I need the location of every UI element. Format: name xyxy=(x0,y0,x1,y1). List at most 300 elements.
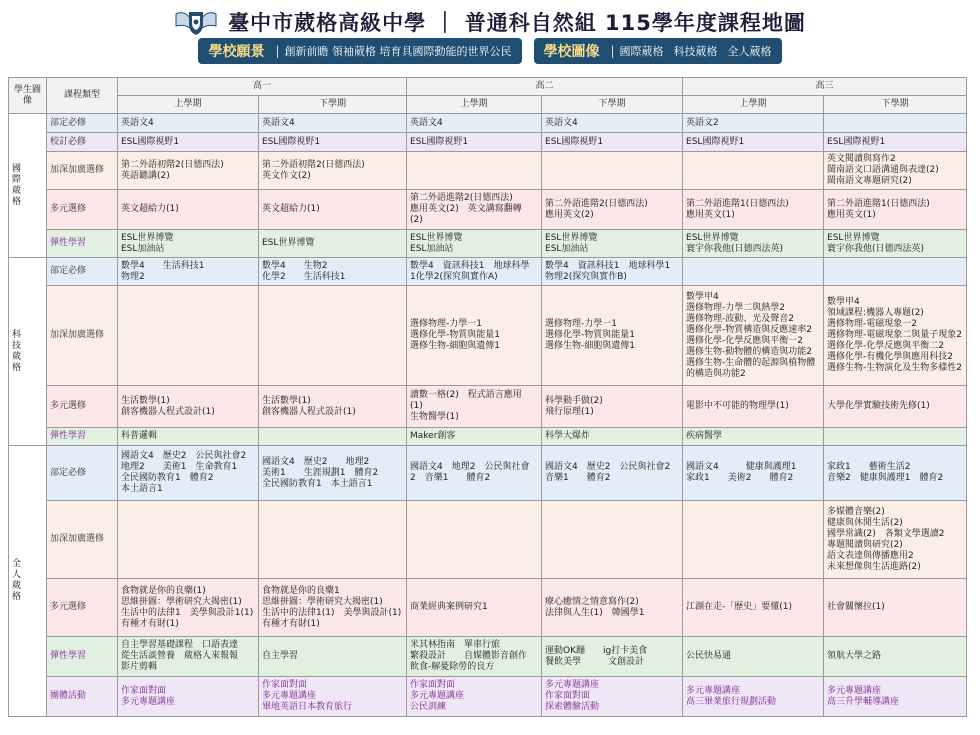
course-cell xyxy=(259,386,407,428)
course-line: 選修化學-有機化學與應用科技2 xyxy=(827,352,954,362)
course-cell xyxy=(407,677,542,717)
course-cell xyxy=(118,133,259,152)
course-line: 多元專題講座 xyxy=(262,691,317,701)
course-line: ESL加油站 xyxy=(410,243,454,254)
page-title: 臺中市葳格高級中學 ｜ 普通科自然組 115學年度課程地圖 xyxy=(228,11,806,35)
course-line: 數學甲4 xyxy=(686,291,719,302)
course-line: (2) xyxy=(410,215,423,225)
course-type-label: 彈性學習 xyxy=(47,637,118,677)
course-line: 選修化學-化學反應與平衡二2 xyxy=(827,341,945,351)
course-line: 選修生物-生物演化及生物多樣性2 xyxy=(827,363,963,373)
course-line: ESL國際視野1 xyxy=(827,136,886,147)
group-char: 格 xyxy=(12,196,22,207)
badge-row xyxy=(0,38,980,64)
course-line: 作家面對面 xyxy=(545,691,591,701)
course-cell xyxy=(542,258,683,286)
course-line: ESL世界博覽 xyxy=(410,232,463,243)
course-line: 飲食-解憂除勞的良方 xyxy=(410,662,495,672)
course-line: ESL加油站 xyxy=(121,243,165,254)
course-line: 第二外語進階2(日德西法) xyxy=(545,198,648,209)
course-line: 商業經典案例研究1 xyxy=(410,602,488,612)
group-char: 格 xyxy=(12,362,22,373)
course-line: 讀數一格(2) 程式語言應用 xyxy=(410,390,522,400)
course-line: 的構造與功能2 xyxy=(686,368,746,379)
course-line: ESL加油站 xyxy=(545,243,589,254)
page-header xyxy=(0,0,980,72)
course-cell xyxy=(407,114,542,133)
grade-header: 高一 xyxy=(118,78,407,96)
course-cell xyxy=(407,386,542,428)
course-line: 電影中不可能的物理學(1) xyxy=(686,401,789,411)
course-line: 科學大爆炸 xyxy=(545,431,591,441)
course-cell xyxy=(683,133,824,152)
course-cell xyxy=(824,258,967,286)
course-row xyxy=(9,152,967,190)
student-portrait-group xyxy=(9,114,47,258)
course-line: 社會關懷拉(1) xyxy=(827,602,885,612)
grade-header: 高二 xyxy=(407,78,683,96)
course-line: 食物就是你的良藥(1) xyxy=(121,585,206,596)
course-cell xyxy=(259,446,407,501)
course-cell xyxy=(542,152,683,190)
course-line: 影片剪輯 xyxy=(121,662,158,672)
course-line: 選修物理-力學一1 xyxy=(410,319,482,329)
course-line: 第二外語初階2(日德西法) xyxy=(121,159,224,170)
course-cell xyxy=(683,428,824,446)
course-type-label: 校訂必修 xyxy=(47,133,118,152)
course-cell xyxy=(542,386,683,428)
vision-label: 學校願景 xyxy=(208,44,265,60)
course-line: 英文作文(2) xyxy=(262,170,311,181)
course-line: 多元專題講座 xyxy=(827,685,882,696)
course-line: ESL國際視野1 xyxy=(686,136,745,147)
course-cell xyxy=(259,637,407,677)
course-type-header: 課程類型 xyxy=(47,78,118,114)
course-line: 全民國防教育1 本土語言1 xyxy=(262,478,373,489)
course-line: (1) xyxy=(410,401,423,411)
course-line: 自主學習基礎課程 口語表達 xyxy=(121,640,239,650)
course-line: ESL國際視野1 xyxy=(410,136,469,147)
course-row xyxy=(9,258,967,286)
course-line: ESL世界博覽 xyxy=(827,232,880,243)
course-type-label: 多元選修 xyxy=(47,579,118,637)
course-cell xyxy=(542,446,683,501)
vision-divider: | xyxy=(275,44,280,58)
course-line: 公民快易通 xyxy=(686,651,732,661)
course-line: 第二外語初階2(日德西法) xyxy=(262,159,365,170)
course-line: 選修物理-力學二與熱學2 xyxy=(686,302,786,313)
semester-header: 下學期 xyxy=(824,96,967,114)
course-line: 選修生物-動物體的構造與功能2 xyxy=(686,346,813,357)
course-line: 物理2(探究與實作B) xyxy=(545,271,627,282)
course-line: 江湖在走-「歷史」要懂(1) xyxy=(686,602,793,612)
course-line: 英語文2 xyxy=(686,117,719,128)
course-cell xyxy=(542,286,683,386)
course-line: ESL國際視野1 xyxy=(121,136,180,147)
course-line: 語文表達與傳播應用2 xyxy=(827,550,914,561)
course-cell xyxy=(118,190,259,230)
course-type-label: 部定必修 xyxy=(47,446,118,501)
course-line: 公民訓練 xyxy=(410,702,447,712)
course-line: 專題閱讀與研究(2) xyxy=(827,539,903,550)
course-line: 餐飲美學 文創設計 xyxy=(545,656,645,667)
course-line: 英語文4 xyxy=(262,117,295,128)
course-line: 自主學習 xyxy=(262,651,299,661)
group-char: 葳 xyxy=(12,185,22,196)
course-row xyxy=(9,230,967,258)
portrait-item: 科技葳格 xyxy=(673,45,718,58)
course-line: 物理2 xyxy=(121,271,145,282)
course-line: 未來想像與生活進路(2) xyxy=(827,561,921,572)
course-cell xyxy=(118,114,259,133)
course-cell xyxy=(542,637,683,677)
course-type-label: 彈性學習 xyxy=(47,428,118,446)
course-line: 創客機器人程式設計(1) xyxy=(121,406,215,417)
course-cell xyxy=(542,501,683,579)
course-type-label: 加深加廣選修 xyxy=(47,286,118,386)
course-cell xyxy=(259,428,407,446)
course-line: 數學4 生活科技1 xyxy=(121,260,205,271)
school-crest-icon xyxy=(174,8,218,36)
group-char: 葳 xyxy=(12,581,22,591)
course-cell xyxy=(683,190,824,230)
course-line: 選修物理-波動、光及聲音2 xyxy=(686,313,795,324)
course-cell xyxy=(542,230,683,258)
portrait-item: 國際葳格 xyxy=(619,45,664,58)
course-cell xyxy=(407,637,542,677)
course-cell xyxy=(259,286,407,386)
course-line: ESL國際視野1 xyxy=(545,136,604,147)
portrait-label: 學校圖像 xyxy=(543,44,600,60)
course-line: 高三畢業旅行規劃活動 xyxy=(686,696,777,707)
semester-header: 上學期 xyxy=(118,96,259,114)
group-char: 全 xyxy=(12,559,22,569)
curriculum-table xyxy=(8,77,967,717)
course-cell xyxy=(683,501,824,579)
course-line: 1化學2(探究與實作A) xyxy=(410,271,498,282)
course-cell xyxy=(542,133,683,152)
group-char: 葳 xyxy=(12,351,22,362)
group-char: 格 xyxy=(12,592,22,602)
course-line: 第二外語進階1(日德西法) xyxy=(686,198,789,209)
course-line: 閩南語文專題研究(2) xyxy=(827,176,912,186)
course-line: 米其林指南 單車行旅 xyxy=(410,640,501,650)
course-line: 第二外語進階2(日德西法) xyxy=(410,193,513,203)
course-line: 選修生物-生命體的起源與植物體 xyxy=(686,357,816,368)
semester-header: 上學期 xyxy=(683,96,824,114)
course-row xyxy=(9,579,967,637)
course-row xyxy=(9,677,967,717)
course-line: 選修化學-物質與能量1 xyxy=(410,330,500,340)
course-type-label: 加深加廣選修 xyxy=(47,501,118,579)
course-line: 國語文4 歷史2 地理2 xyxy=(262,456,370,467)
course-line: 應用英文(2) 英文講寫翻轉 xyxy=(410,204,522,214)
course-cell xyxy=(259,501,407,579)
course-cell xyxy=(118,286,259,386)
course-line: 選修生物-細胞與遺傳1 xyxy=(410,341,500,351)
course-cell xyxy=(407,446,542,501)
portrait-badge xyxy=(534,38,782,64)
course-line: 英語文4 xyxy=(545,117,578,128)
course-line: 有種才有財(1) xyxy=(121,618,179,629)
course-line: 生物醫學(1) xyxy=(410,412,459,422)
course-cell xyxy=(683,637,824,677)
course-line: 寰宇你我他(日德西法英) xyxy=(827,243,925,254)
course-line: 寰宇你我他(日德西法英) xyxy=(686,243,784,254)
group-char: 人 xyxy=(12,570,22,580)
course-line: 作家面對面 xyxy=(262,680,308,690)
course-type-label: 部定必修 xyxy=(47,258,118,286)
course-row xyxy=(9,386,967,428)
course-line: 數學4 資訊科技1 地球科學 xyxy=(410,260,530,271)
course-line: 選修物理-電磁現象二與量子現象2 xyxy=(827,330,963,340)
course-line: 數學4 資訊科技1 地球科學1 xyxy=(545,260,671,271)
course-cell xyxy=(542,114,683,133)
course-line: 選修化學-物質與能量1 xyxy=(545,330,635,340)
course-cell xyxy=(683,446,824,501)
course-type-label: 彈性學習 xyxy=(47,230,118,258)
course-cell xyxy=(118,428,259,446)
course-line: 應用英文(1) xyxy=(686,209,735,220)
portrait-divider: | xyxy=(610,44,615,58)
course-cell xyxy=(259,230,407,258)
course-line: 領域課程:機器人專題(2) xyxy=(827,308,924,318)
course-cell xyxy=(407,579,542,637)
vision-badge xyxy=(198,38,521,64)
course-cell xyxy=(683,677,824,717)
course-line: 2 音樂1 體育2 xyxy=(410,473,491,483)
course-cell xyxy=(683,386,824,428)
semester-header: 上學期 xyxy=(407,96,542,114)
course-cell xyxy=(118,386,259,428)
course-line: Maker創客 xyxy=(410,431,456,441)
course-cell xyxy=(824,286,967,386)
course-line: 應用英文(1) xyxy=(827,209,876,220)
course-line: 地理2 美術1 生命教育1 xyxy=(121,462,238,472)
course-cell xyxy=(407,152,542,190)
portrait-item: 全人葳格 xyxy=(727,45,772,58)
course-line: 健康與休閒生活(2) xyxy=(827,517,903,528)
course-line: ESL世界博覽 xyxy=(545,232,598,243)
course-cell xyxy=(542,579,683,637)
course-line: 選修物理-電磁現象一2 xyxy=(827,319,918,329)
course-line: 多元專題講座 xyxy=(545,680,600,690)
course-line: 生活中的法律1(1) 美學與設計(1) xyxy=(262,607,402,618)
course-cell xyxy=(683,258,824,286)
group-char: 國 xyxy=(12,163,22,174)
course-line: 音樂2 健康與護理1 體育2 xyxy=(827,473,944,483)
course-cell xyxy=(683,152,824,190)
course-cell xyxy=(824,501,967,579)
course-cell xyxy=(824,133,967,152)
course-row xyxy=(9,501,967,579)
semester-header-row xyxy=(9,96,967,114)
course-line: 音樂1 體育2 xyxy=(545,473,611,483)
course-line: 化學2 生活科技1 xyxy=(262,271,346,282)
course-line: 閩南語文口語溝通與表達(2) xyxy=(827,165,939,175)
course-cell xyxy=(542,190,683,230)
grade-header: 高三 xyxy=(683,78,967,96)
course-line: 家政1 美術2 體育2 xyxy=(686,473,794,483)
course-line: 生活數學(1) xyxy=(121,395,170,406)
course-cell xyxy=(407,501,542,579)
vision-text: 創新前瞻 領袖葳格 培育具國際動能的世界公民 xyxy=(284,45,512,58)
course-cell xyxy=(824,152,967,190)
course-line: 從生活談營養 葳格人來報報 xyxy=(121,651,239,661)
course-type-label: 多元選修 xyxy=(47,386,118,428)
course-line: 英語文4 xyxy=(121,117,154,128)
course-line: 英語文4 xyxy=(410,117,443,128)
course-cell xyxy=(683,230,824,258)
course-cell xyxy=(118,677,259,717)
course-line: 科普邏輯 xyxy=(121,431,158,441)
course-line: 生活數學(1) xyxy=(262,395,311,406)
course-line: 多媒體音樂(2) xyxy=(827,506,885,517)
course-type-label: 多元選修 xyxy=(47,190,118,230)
student-portrait-group xyxy=(9,446,47,717)
course-line: 國語文4 歷史2 公民與社會2 xyxy=(545,462,671,472)
course-cell xyxy=(407,133,542,152)
course-cell xyxy=(259,190,407,230)
semester-header: 下學期 xyxy=(542,96,683,114)
course-line: 選修物理-力學一1 xyxy=(545,319,617,329)
course-cell xyxy=(824,579,967,637)
course-line: 生活中的法律1 美學與設計1(1) xyxy=(121,607,254,618)
course-cell xyxy=(118,501,259,579)
course-line: 作家面對面 xyxy=(121,685,167,696)
course-cell xyxy=(407,230,542,258)
course-line: 探索體驗活動 xyxy=(545,702,600,712)
title-row xyxy=(0,6,980,38)
course-line: 英語聽講(2) xyxy=(121,170,170,181)
course-line: 飛行原理(1) xyxy=(545,406,594,417)
course-line: 英文超給力(1) xyxy=(262,204,320,214)
course-cell xyxy=(407,190,542,230)
course-line: 家政1 藝術生活2 xyxy=(827,462,911,472)
course-line: 高三升學輔導講座 xyxy=(827,696,900,707)
course-cell xyxy=(683,114,824,133)
course-line: 第二外語進階1(日德西法) xyxy=(827,198,930,209)
course-cell xyxy=(824,677,967,717)
course-line: 選修生物-細胞與遺傳1 xyxy=(545,341,635,351)
course-cell xyxy=(118,637,259,677)
course-cell xyxy=(118,579,259,637)
course-row xyxy=(9,190,967,230)
course-line: 大學化學實驗技術先修(1) xyxy=(827,401,930,411)
course-line: 療心癒情之情意寫作(2) xyxy=(545,596,639,607)
course-cell xyxy=(542,677,683,717)
course-cell xyxy=(259,152,407,190)
course-line: 本土語言1 xyxy=(121,484,163,494)
group-char: 科 xyxy=(12,329,22,340)
course-type-label: 加深加廣選修 xyxy=(47,152,118,190)
course-line: 選修化學-化學反應與平衡一2 xyxy=(686,335,804,346)
course-cell xyxy=(407,428,542,446)
course-row xyxy=(9,286,967,386)
course-line: 國語文4 歷史2 公民與社會2 xyxy=(121,451,247,461)
course-cell xyxy=(407,286,542,386)
course-cell xyxy=(118,230,259,258)
course-cell xyxy=(259,677,407,717)
course-line: 疾病醫學 xyxy=(686,431,723,441)
course-line: 數學甲4 xyxy=(827,297,860,307)
course-line: 思維拼圖：學術研究大揭密(1) xyxy=(262,596,383,607)
course-line: ESL世界博覽 xyxy=(686,232,739,243)
course-line: 應用英文(2) xyxy=(545,209,594,220)
course-row xyxy=(9,446,967,501)
course-line: ESL國際視野1 xyxy=(262,136,321,147)
course-row xyxy=(9,428,967,446)
course-cell xyxy=(118,446,259,501)
course-line: 法律與人生(1) 韓國學1 xyxy=(545,607,645,618)
grade-header-row xyxy=(9,78,967,96)
course-cell xyxy=(824,230,967,258)
course-line: 創客機器人程式設計(1) xyxy=(262,406,356,417)
course-line: 國學常識(2) 各類文學選讀2 xyxy=(827,528,945,539)
course-line: 多元專題講座 xyxy=(410,691,465,701)
course-cell xyxy=(683,579,824,637)
course-cell xyxy=(824,114,967,133)
course-cell xyxy=(259,114,407,133)
course-cell xyxy=(259,579,407,637)
course-line: ESL世界博覽 xyxy=(262,238,315,248)
course-line: 食物就是你的良藥1 xyxy=(262,585,340,596)
course-cell xyxy=(824,637,967,677)
course-line: 領航大學之路 xyxy=(827,651,882,661)
course-type-label: 團體活動 xyxy=(47,677,118,717)
group-char: 際 xyxy=(12,174,22,185)
course-line: 美術1 生涯規劃1 體育2 xyxy=(262,467,379,478)
course-line: 思維拼圖：學術研究大揭密(1) xyxy=(121,596,242,607)
course-cell xyxy=(118,258,259,286)
course-line: 國語文4 地理2 公民與社會 xyxy=(410,462,530,472)
course-line: 有種才有財(1) xyxy=(262,618,320,629)
course-line: 國語文4 健康與護理1 xyxy=(686,462,797,472)
course-cell xyxy=(407,258,542,286)
student-portrait-group xyxy=(9,258,47,446)
course-cell xyxy=(259,133,407,152)
group-char: 技 xyxy=(12,340,22,351)
course-line: 作家面對面 xyxy=(410,680,456,690)
course-line: 英文超給力(1) xyxy=(121,204,179,214)
course-line: 多元專題講座 xyxy=(686,685,741,696)
course-row xyxy=(9,133,967,152)
course-cell xyxy=(259,258,407,286)
course-line: ESL世界博覽 xyxy=(121,232,174,243)
course-cell xyxy=(683,286,824,386)
course-line: 數學4 生物2 xyxy=(262,260,328,271)
course-line: 科學動手做(2) xyxy=(545,395,603,406)
course-type-label: 部定必修 xyxy=(47,114,118,133)
course-cell xyxy=(824,446,967,501)
course-cell xyxy=(824,190,967,230)
course-line: 繁殺設計 自媒體影音創作 xyxy=(410,651,528,661)
course-line: 選修化學-物質構造與反應速率2 xyxy=(686,324,813,335)
course-line: 畢地英語日本教育旅行 xyxy=(262,702,353,712)
course-line: 英文閱讀與寫作2 xyxy=(827,154,896,164)
course-cell xyxy=(824,386,967,428)
course-line: 運動OK蹦 ig打卡美食 xyxy=(545,645,648,656)
course-row xyxy=(9,114,967,133)
semester-header: 下學期 xyxy=(259,96,407,114)
student-portrait-header: 學生圖像 xyxy=(9,78,47,114)
course-cell xyxy=(118,152,259,190)
course-cell xyxy=(542,428,683,446)
course-row xyxy=(9,637,967,677)
course-line: 全民國防教育1 體育2 xyxy=(121,473,214,483)
course-cell xyxy=(824,428,967,446)
course-line: 多元專題講座 xyxy=(121,696,176,707)
